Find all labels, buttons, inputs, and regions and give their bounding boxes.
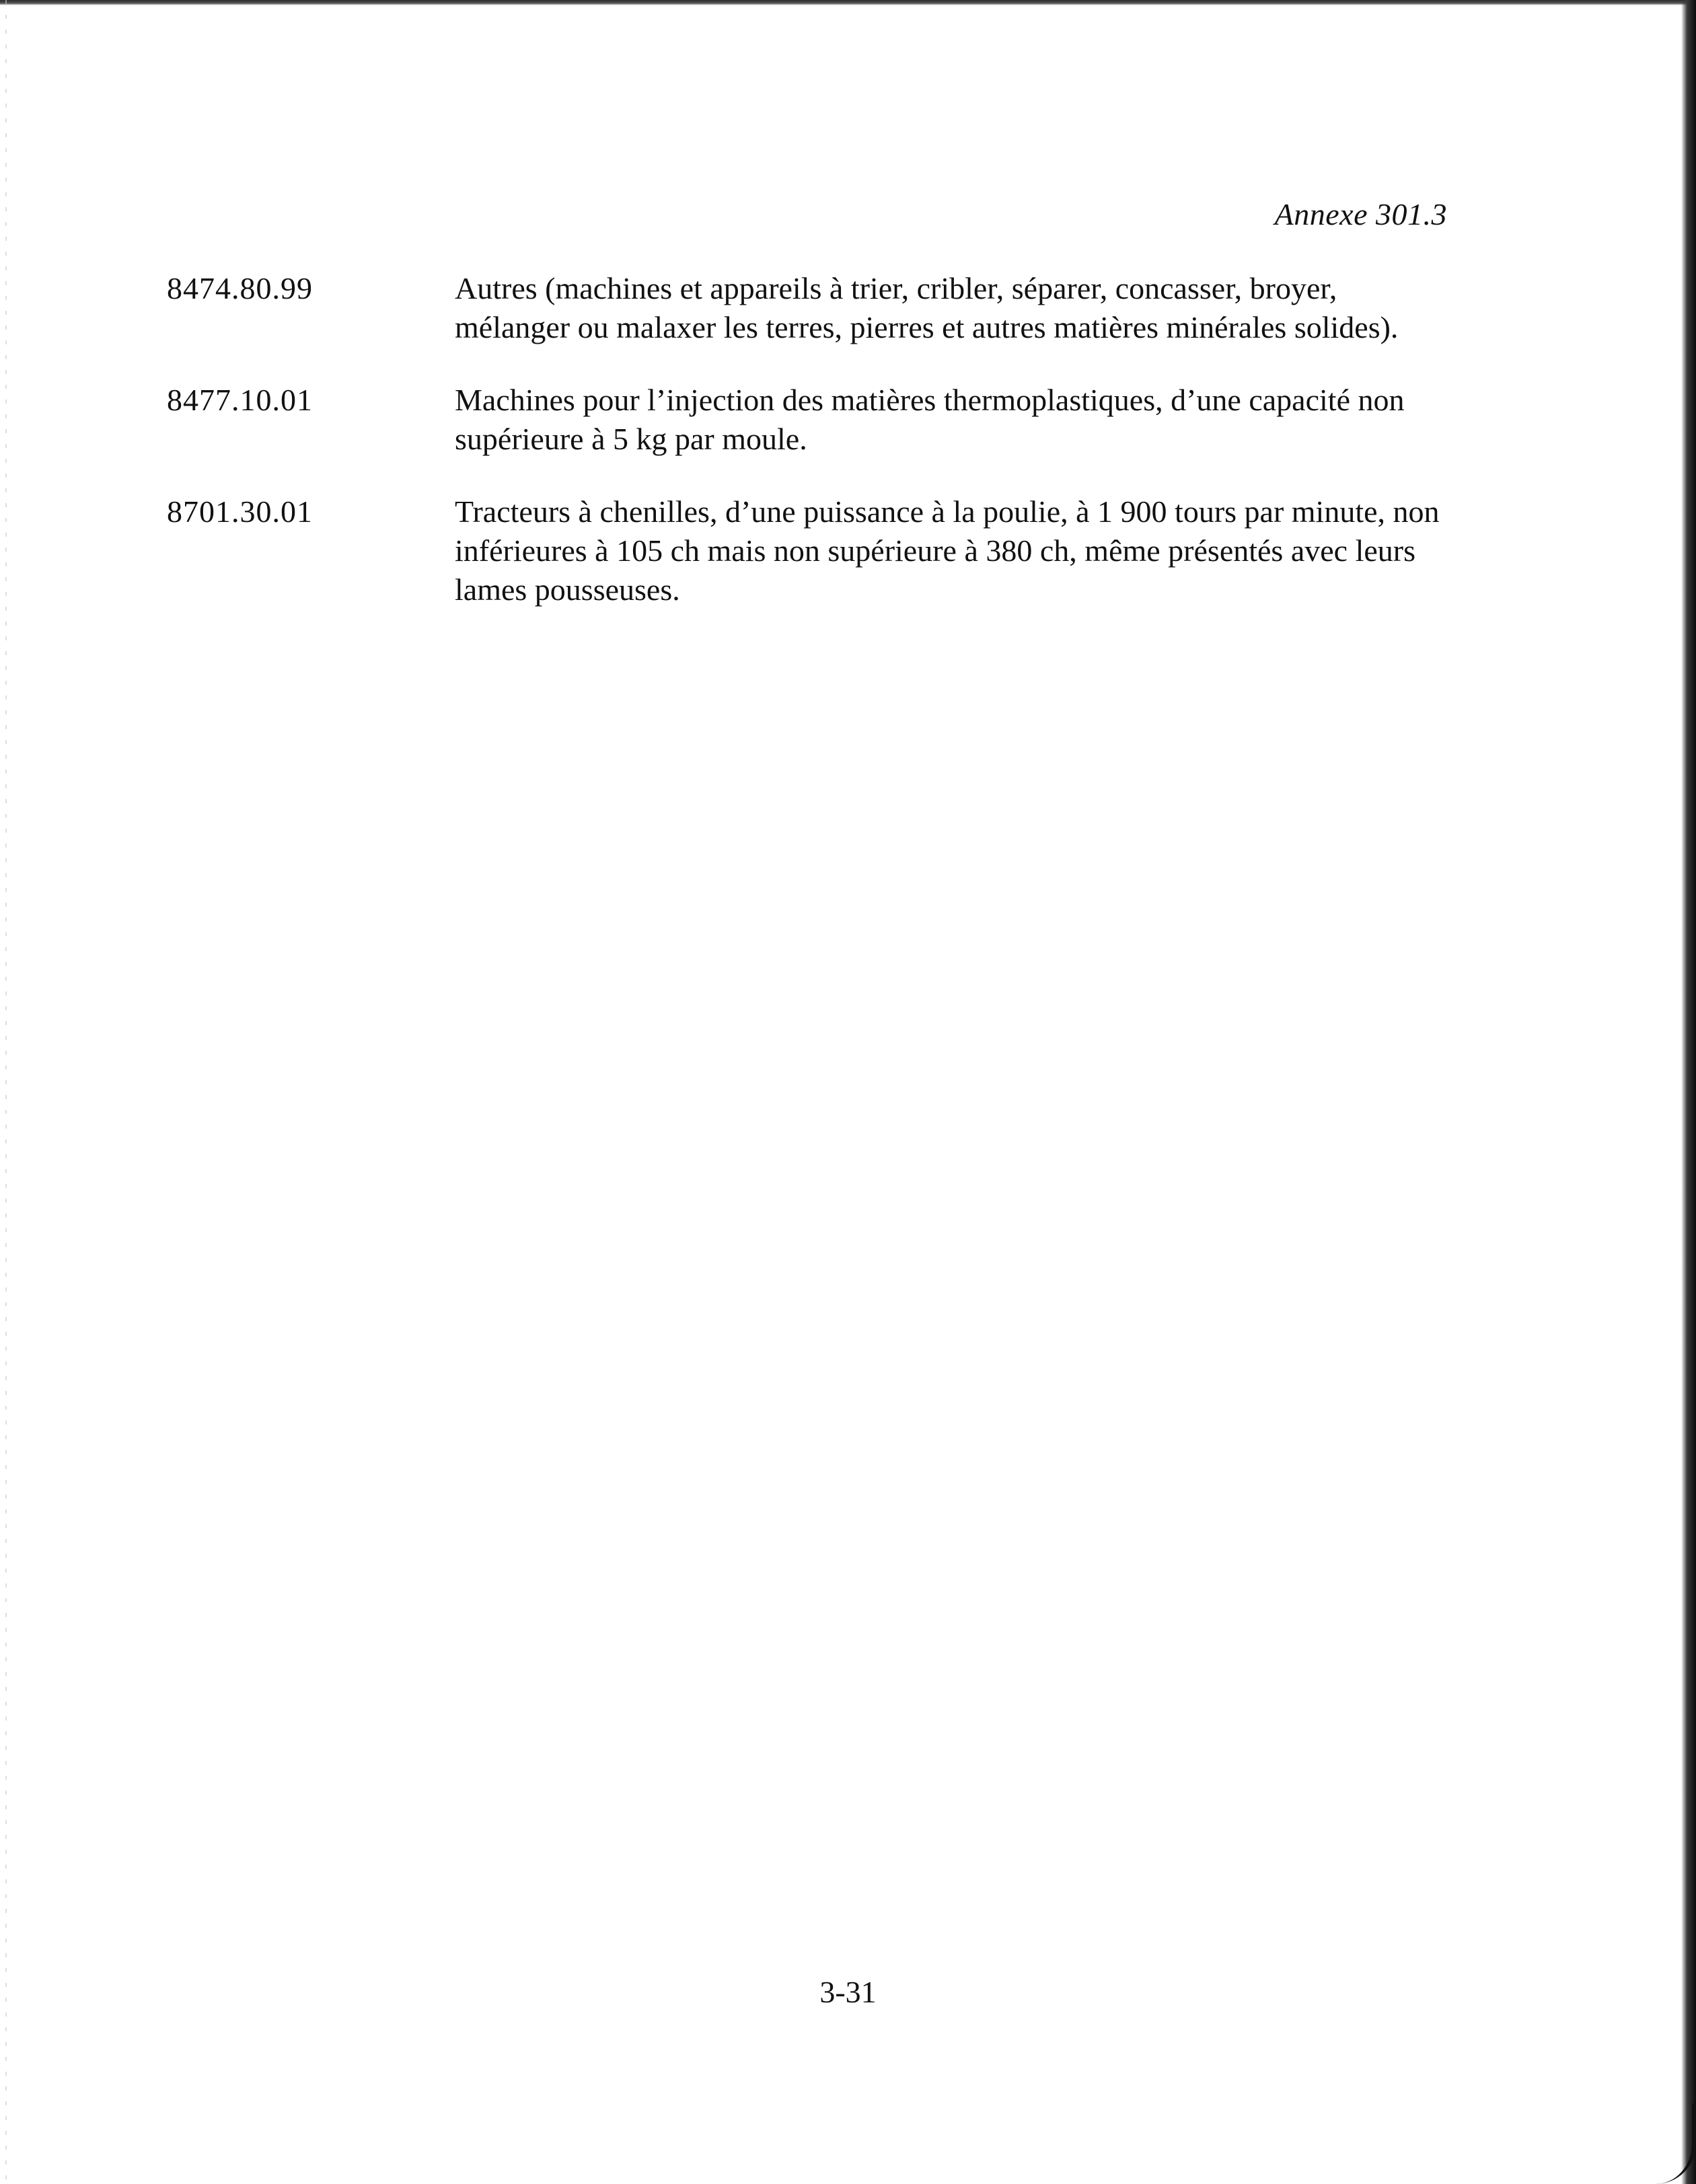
tariff-code: 8477.10.01 [167,383,313,417]
tariff-code: 8474.80.99 [167,271,313,305]
scan-edge-top [0,0,1696,5]
annex-title: Annexe 301.3 [1274,197,1447,231]
tariff-description: Tracteurs à chenilles, d’une puissance à la poulie, à 1 900 tours par minute, non inférieures à 105 ch mais non supérieure à 380 ch, même présentés avec leurs lames pousseuses. [455,494,1440,607]
tariff-entry [167,381,1445,459]
tariff-description: Machines pour l’injection des matières thermoplastiques, d’une capacité non supérieure à 5 kg par moule. [455,383,1405,456]
scan-edge-right [1681,0,1696,2184]
tariff-entry [167,492,1445,609]
page-number: 3-31 [819,1975,877,2009]
scan-edge-left [5,0,7,2184]
tariff-entry [167,269,1445,347]
tariff-code: 8701.30.01 [167,494,313,529]
tariff-description: Autres (machines et appareils à trier, cribler, séparer, concasser, broyer, mélanger ou malaxer les terres, pierres et autres matières minérales solides). [455,271,1399,344]
tariff-entry-list [167,269,1445,643]
